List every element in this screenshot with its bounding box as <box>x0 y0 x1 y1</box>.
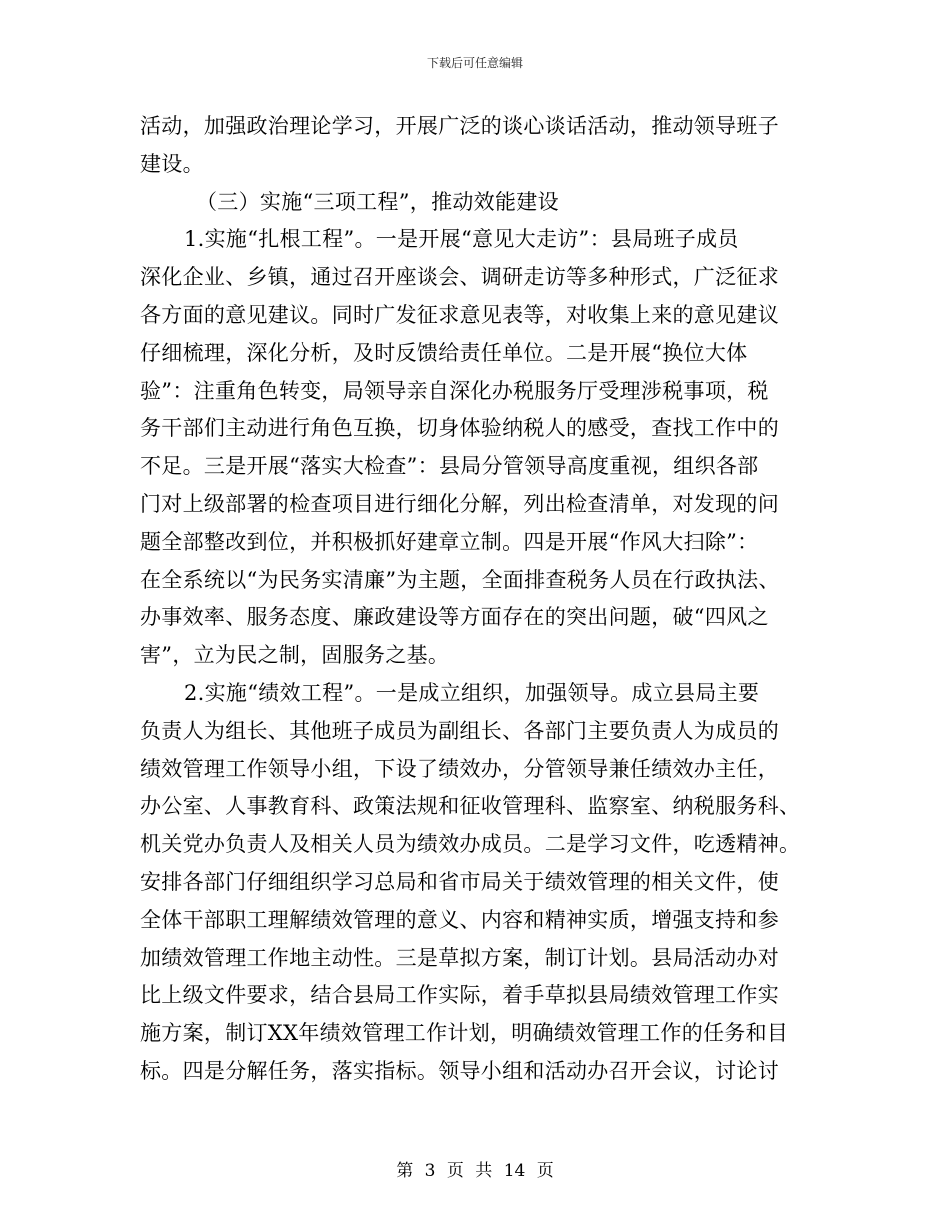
text-line: 标。四是分解任务，落实指标。领导小组和活动办召开会议，讨论讨 <box>140 1058 779 1083</box>
text-line: 仔细梳理，深化分析，及时反馈给责任单位。二是开展“换位大体 <box>140 340 748 365</box>
text-line: 安排各部门仔细组织学习总局和省市局关于绩效管理的相关文件，使 <box>140 869 779 894</box>
text-line: 绩效管理工作领导小组，下设了绩效办，分管领导兼任绩效办主任， <box>140 756 779 781</box>
text-line: 题全部整改到位，并积极抓好建章立制。四是开展“作风大扫除”： <box>140 529 759 554</box>
text-line: 验”：注重角色转变，局领导亲自深化办税服务厅受理涉税事项，税 <box>140 378 769 403</box>
page-footer: 第 3 页 共 14 页 <box>396 1161 554 1181</box>
text-line: 办事效率、服务态度、廉政建设等方面存在的突出问题，破“四风之 <box>140 605 769 630</box>
text-line: 加绩效管理工作地主动性。三是草拟方案，制订计划。县局活动办对 <box>140 945 779 970</box>
text-line: 害”，立为民之制，固服务之基。 <box>140 643 450 668</box>
text-line: 办公室、人事教育科、政策法规和征收管理科、监察室、纳税服务科、 <box>140 794 801 819</box>
text-line: 深化企业、乡镇，通过召开座谈会、调研走访等多种形式，广泛征求 <box>140 265 779 290</box>
text-line: 门对上级部署的检查项目进行细化分解，列出检查清单，对发现的问 <box>140 491 779 516</box>
text-line: 全体干部职工理解绩效管理的意义、内容和精神实质，增强支持和参 <box>140 907 779 932</box>
page-header: 下载后可任意编辑 <box>426 56 523 70</box>
text-line: 负责人为组长、其他班子成员为副组长、各部门主要负责人为成员的 <box>140 718 779 743</box>
text-line: 在全系统以“为民务实清廉”为主题，全面排查税务人员在行政执法、 <box>140 567 780 592</box>
text-line: 建设。 <box>140 151 204 176</box>
text-line: 活动，加强政治理论学习，开展广泛的谈心谈话活动，推动领导班子 <box>140 114 779 138</box>
text-line: 各方面的意见建议。同时广发征求意见表等，对收集上来的意见建议 <box>140 302 779 327</box>
document-body <box>140 108 820 1091</box>
paragraph-start: 1.实施“扎根工程”。一是开展“意见大走访”：县局班子成员 <box>184 227 739 252</box>
text-line: 务干部们主动进行角色互换，切身体验纳税人的感受，查找工作中的 <box>140 416 779 441</box>
paragraph-start: 2.实施“绩效工程”。一是成立组织，加强领导。成立县局主要 <box>184 680 760 705</box>
text-line: 不足。三是开展“落实大检查”：县局分管领导高度重视，组织各部 <box>140 454 759 479</box>
text-line: 比上级文件要求，结合县局工作实际，着手草拟县局绩效管理工作实 <box>140 983 779 1008</box>
text-line: 机关党办负责人及相关人员为绩效办成员。二是学习文件，吃透精神。 <box>140 832 801 857</box>
text-line: 施方案，制订XX年绩效管理工作计划，明确绩效管理工作的任务和目 <box>140 1021 789 1046</box>
section-heading: （三）实施“三项工程”，推动效能建设 <box>196 189 559 214</box>
